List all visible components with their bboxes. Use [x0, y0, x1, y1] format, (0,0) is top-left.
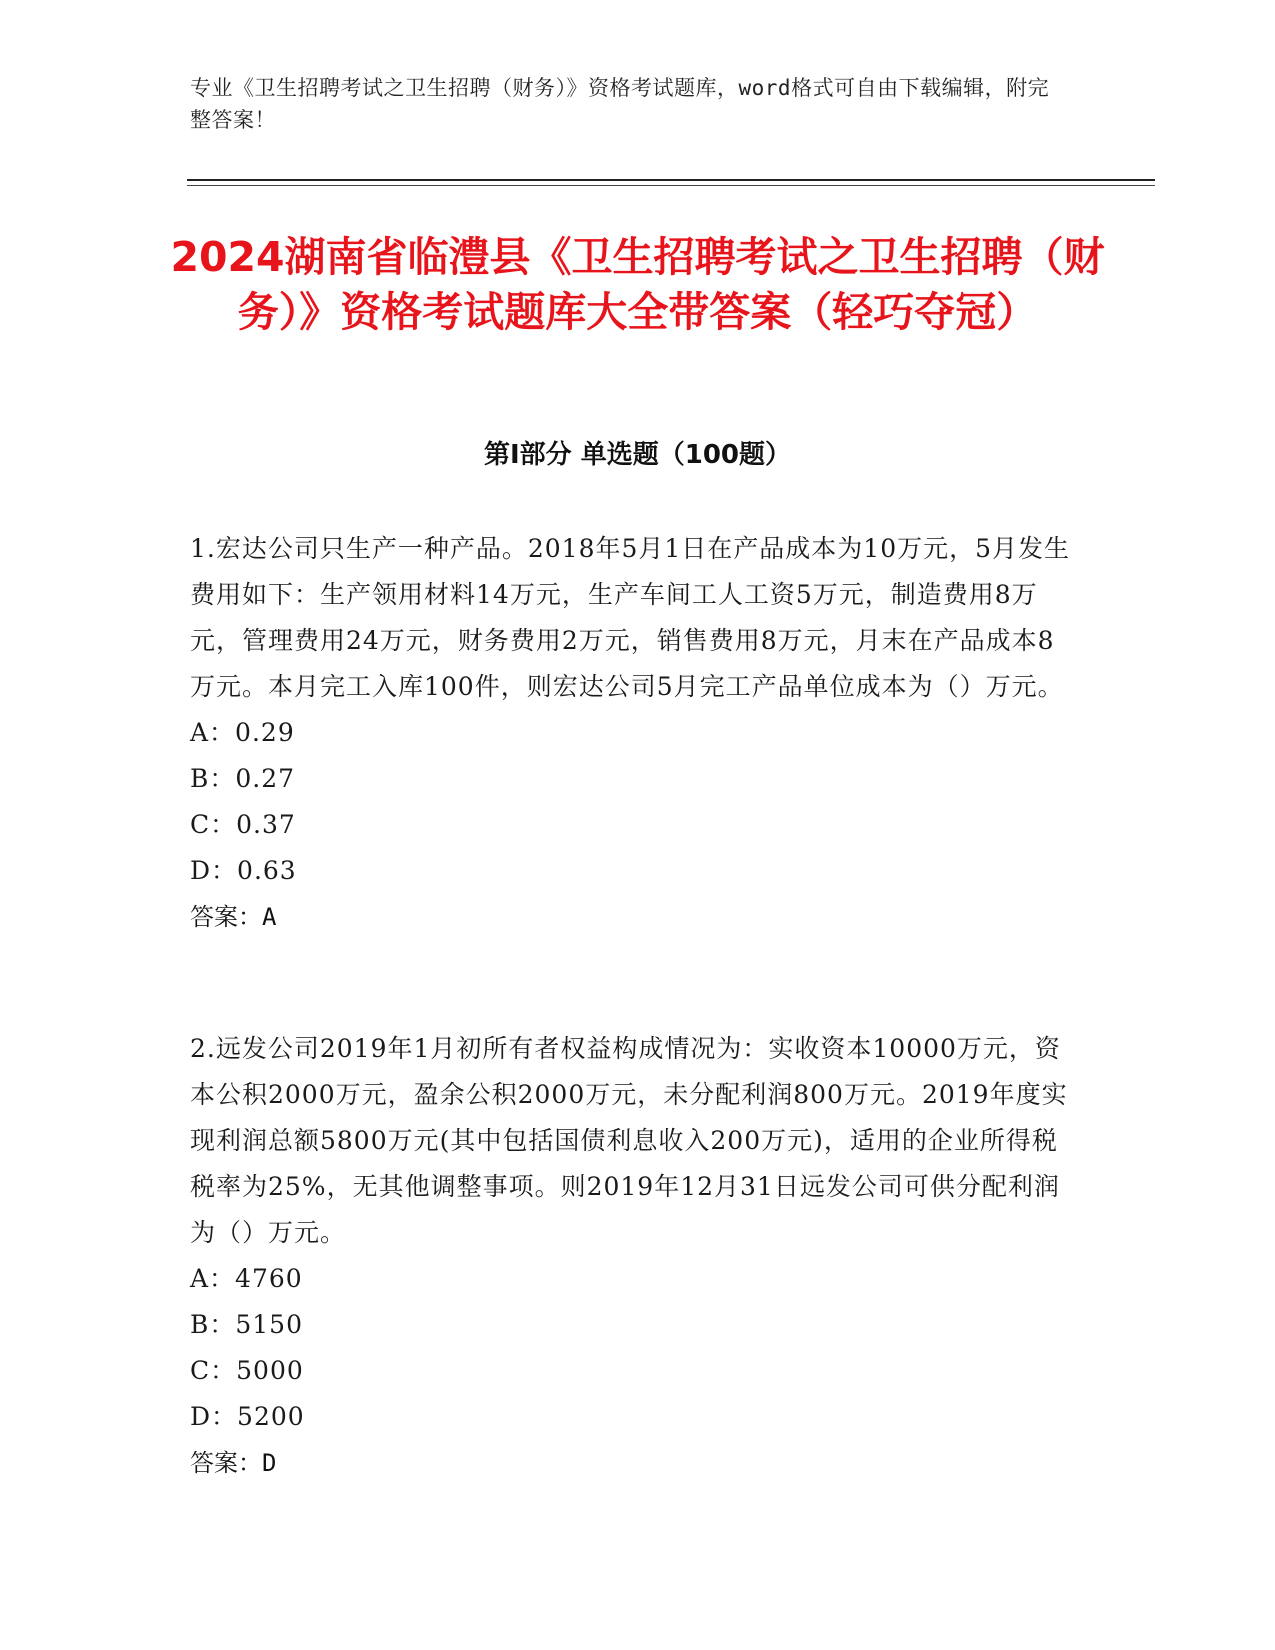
option-c: C：0.37	[190, 810, 296, 839]
question-stem: 2.远发公司2019年1月初所有者权益构成情况为：实收资本10000万元，资本公积2000万元，盈余公积2000万元，未分配利润800万元。2019年度实现利润总额5800万元(其中包括国债利息收入200万元)，适用的企业所得税税率为25%，无其他调整事项。则2019年12月31日远发公司可供分配利润为（）万元。	[190, 1034, 1068, 1247]
answer-line: 答案：D	[190, 1449, 277, 1477]
option-b: B：5150	[190, 1310, 303, 1339]
option-b: B：0.27	[190, 764, 296, 793]
option-d: D：0.63	[190, 856, 297, 885]
question-1	[190, 526, 1070, 940]
option-d: D：5200	[190, 1402, 305, 1431]
answer-line: 答案：A	[190, 903, 277, 931]
header-note: 专业《卫生招聘考试之卫生招聘（财务）》资格考试题库，word格式可自由下载编辑，附完整答案！	[190, 76, 1050, 132]
option-c: C：5000	[190, 1356, 304, 1385]
question-2	[190, 1026, 1070, 1486]
header-divider-thin	[187, 185, 1155, 186]
option-a: A：4760	[190, 1264, 303, 1293]
question-stem: 1.宏达公司只生产一种产品。2018年5月1日在产品成本为10万元，5月发生费用如下：生产领用材料14万元，生产车间工人工资5万元，制造费用8万元，管理费用24万元，财务费用2万元，销售费用8万元，月末在产品成本8万元。本月完工入库100件，则宏达公司5月完工产品单位成本为（）万元。	[190, 534, 1071, 701]
option-a: A：0.29	[190, 718, 295, 747]
section-heading: 第Ⅰ部分 单选题（100题）	[484, 440, 791, 470]
header-divider	[187, 179, 1155, 181]
document-title: 2024湖南省临澧县《卫生招聘考试之卫生招聘（财务）》资格考试题库大全带答案（轻巧夺冠）	[170, 233, 1105, 336]
